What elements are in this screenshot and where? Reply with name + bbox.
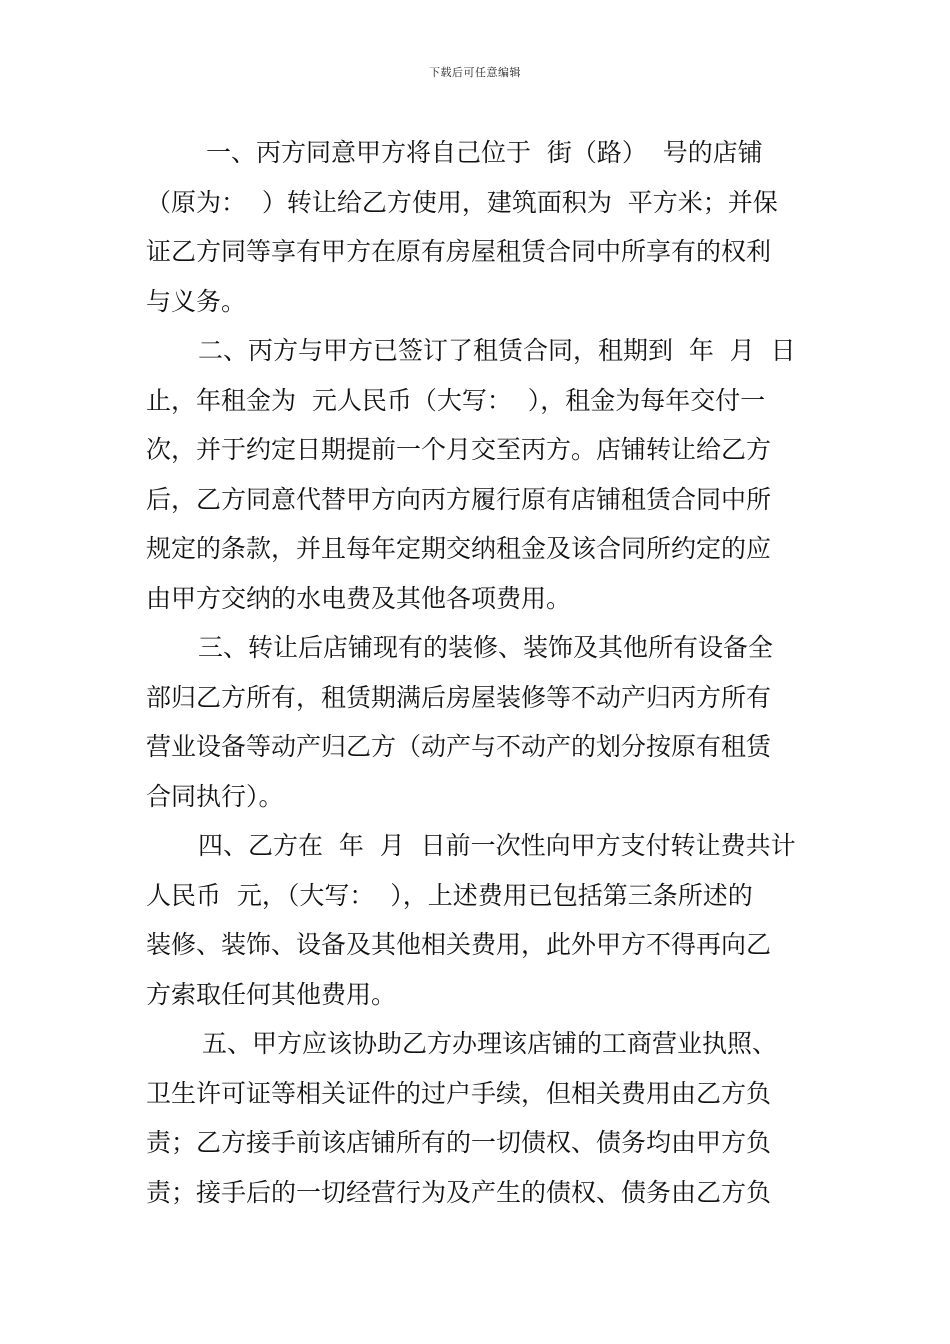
clause-line: 规定的条款，并且每年定期交纳租金及该合同所约定的应 [146,534,772,563]
clause-4 [146,821,808,1019]
clause-2 [146,326,808,623]
clause-line: 三、转让后店铺现有的装修、装饰及其他所有设备全 [198,633,774,662]
clause-line: 二、丙方与甲方已签订了租赁合同，租期到 年 月 日 [198,336,796,365]
clause-5 [146,1019,808,1217]
clause-line: （原为： ）转让给乙方使用，建筑面积为 平方米；并保 [146,187,778,217]
clause-line: 卫生许可证等相关证件的过户手续，但相关费用由乙方负 [146,1078,772,1108]
clause-line: 合同执行）。 [146,781,284,811]
clause-line: 由甲方交纳的水电费及其他各项费用。 [146,583,572,613]
clause-line: 人民币 元，（大写： ），上述费用已包括第三条所述的 [146,880,753,910]
page-header: 下载后可任意编辑 [429,66,521,79]
clause-3 [146,623,808,821]
document-body [146,128,808,1217]
clause-line: 一、丙方同意甲方将自己位于 街（路） 号的店铺 [206,138,763,167]
clause-line: 方索取任何其他费用。 [146,979,397,1009]
clause-line: 营业设备等动产归乙方（动产与不动产的划分按原有租赁 [146,732,772,761]
clause-line: 止，年租金为 元人民币（大写： ），租金为每年交付一 [146,385,766,415]
clause-line: 责；接手后的一切经营行为及产生的债权、债务由乙方负 [146,1177,772,1207]
clause-line: 四、乙方在 年 月 日前一次性向甲方支付转让费共计 [198,831,796,860]
clause-line: 责；乙方接手前该店铺所有的一切债权、债务均由甲方负 [146,1128,772,1157]
clause-line: 次，并于约定日期提前一个月交至丙方。店铺转让给乙方 [146,435,772,464]
clause-line: 部归乙方所有，租赁期满后房屋装修等不动产归丙方所有 [146,682,772,712]
clause-1 [146,128,808,326]
clause-line: 五、甲方应该协助乙方办理该店铺的工商营业执照、 [202,1029,778,1058]
clause-line: 与义务。 [146,286,247,316]
clause-line: 装修、装饰、设备及其他相关费用，此外甲方不得再向乙 [146,930,772,959]
clause-line: 后，乙方同意代替甲方向丙方履行原有店铺租赁合同中所 [146,484,772,514]
clause-line: 证乙方同等享有甲方在原有房屋租赁合同中所享有的权利 [146,237,772,266]
